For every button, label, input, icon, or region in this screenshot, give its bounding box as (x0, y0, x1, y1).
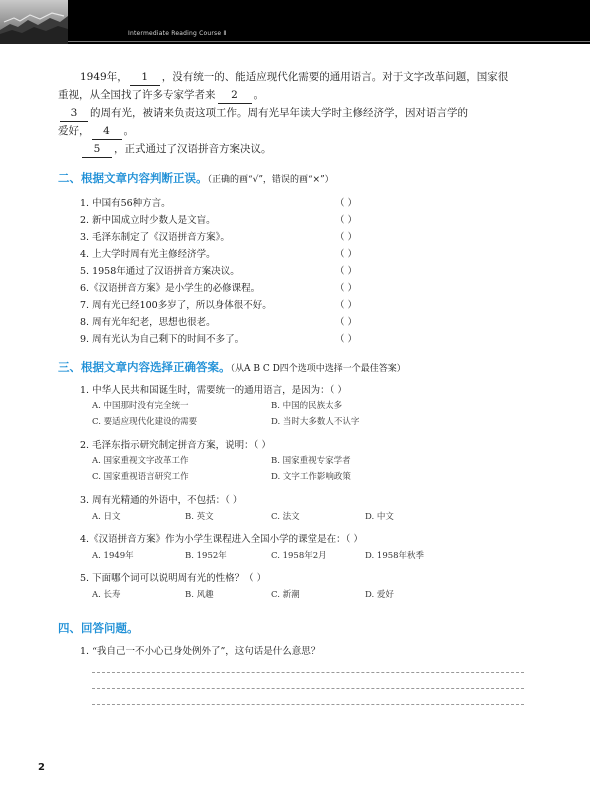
answer-paren-1[interactable]: （ ） (335, 198, 358, 209)
mc1-option-d[interactable]: D. 当时大多数人不认字 (271, 417, 360, 427)
mc2-option-b[interactable]: B. 国家重视专家学者 (271, 456, 351, 466)
mc4-option-a[interactable]: A. 1949年 (92, 551, 134, 561)
mc1-option-b[interactable]: B. 中国的民族太多 (271, 401, 343, 411)
tf-item-8: 8. 周有光年纪老，思想也很老。 (80, 317, 216, 328)
passage-text: 。 (253, 89, 264, 101)
section-3-note: （从A B C D四个选项中选择一个最佳答案） (230, 364, 406, 374)
mc-question-2: 2. 毛泽东指示研究制定拼音方案，说明：（ ） (80, 440, 271, 451)
tf-item-7: 7. 周有光已经100多岁了，所以身体很不好。 (80, 300, 272, 311)
answer-line-1[interactable] (92, 672, 524, 673)
tf-item-4: 4. 上大学时周有光主修经济学。 (80, 249, 216, 260)
mc2-option-a[interactable]: A. 国家重视文字改革工作 (92, 456, 189, 466)
passage-text: 的周有光，被请来负责这项工作。周有光早年读大学时主修经济学，因对语言学的 (90, 107, 468, 119)
header-photo (0, 0, 68, 44)
answer-paren-2[interactable]: （ ） (335, 215, 358, 226)
section-2-title: 二、根据文章内容判断正误。 (58, 171, 208, 185)
mc4-option-c[interactable]: C. 1958年2月 (271, 551, 327, 561)
blank-1[interactable]: 1 (130, 69, 160, 86)
blank-5[interactable]: 5 (82, 141, 112, 158)
mc3-option-d[interactable]: D. 中文 (365, 512, 394, 522)
answer-paren-5[interactable]: （ ） (335, 266, 358, 277)
mc4-option-b[interactable]: B. 1952年 (185, 551, 227, 561)
blank-2[interactable]: 2 (218, 87, 252, 104)
section-2-note: （正确的画“√”，错误的画“×”） (207, 175, 334, 185)
blank-3[interactable]: 3 (60, 105, 88, 122)
header-rule (68, 41, 590, 42)
answer-paren-4[interactable]: （ ） (335, 249, 358, 260)
passage-line-2 (58, 87, 264, 104)
answer-paren-7[interactable]: （ ） (335, 300, 358, 311)
mc2-option-d[interactable]: D. 文字工作影响政策 (271, 472, 351, 482)
mc-question-1: 1. 中华人民共和国诞生时，需要统一的通用语言，是因为：（ ） (80, 385, 347, 396)
tf-item-2: 2. 新中国成立时少数人是文盲。 (80, 215, 216, 226)
mc1-option-c[interactable]: C. 要适应现代化建设的需要 (92, 417, 198, 427)
mc-question-3: 3. 周有光精通的外语中，不包括：（ ） (80, 495, 243, 506)
answer-line-2[interactable] (92, 688, 524, 689)
mc5-option-d[interactable]: D. 爱好 (365, 590, 394, 600)
mc3-option-c[interactable]: C. 法文 (271, 512, 300, 522)
mc5-option-a[interactable]: A. 长寿 (92, 590, 121, 600)
mc-question-5: 5. 下面哪个词可以说明周有光的性格？（ ） (80, 573, 267, 584)
passage-line-3 (58, 105, 468, 122)
mc-question-4: 4.《汉语拼音方案》作为小学生课程进入全国小学的课堂是在：（ ） (80, 534, 363, 545)
answer-paren-8[interactable]: （ ） (335, 317, 358, 328)
page-header (0, 0, 590, 44)
answer-paren-9[interactable]: （ ） (335, 334, 358, 345)
passage-text: 爱好， (58, 125, 90, 137)
mc5-option-b[interactable]: B. 风趣 (185, 590, 214, 600)
section-3-title: 三、根据文章内容选择正确答案。 (58, 360, 231, 374)
passage-line-4 (58, 123, 134, 140)
mc3-option-b[interactable]: B. 英文 (185, 512, 214, 522)
course-title: Intermediate Reading Course Ⅱ (128, 30, 227, 37)
tf-item-9: 9. 周有光认为自己剩下的时间不多了。 (80, 334, 245, 345)
mc1-option-a[interactable]: A. 中国那时没有完全统一 (92, 401, 189, 411)
mc4-option-d[interactable]: D. 1958年秋季 (365, 551, 425, 561)
tf-item-6: 6.《汉语拼音方案》是小学生的必修课程。 (80, 283, 261, 294)
blank-4[interactable]: 4 (92, 123, 122, 140)
passage-line-5 (80, 141, 272, 158)
passage-text: ，没有统一的、能适应现代化需要的通用语言。对于文字改革问题，国家很 (161, 71, 509, 83)
section-4-heading: 四、回答问题。 (58, 621, 139, 635)
section-3-heading (58, 359, 406, 375)
open-question-1: 1. “我自己一不小心已身处例外了”，这句话是什么意思？ (80, 646, 321, 657)
mc5-option-c[interactable]: C. 新潮 (271, 590, 300, 600)
mc3-option-a[interactable]: A. 日文 (92, 512, 121, 522)
answer-line-3[interactable] (92, 704, 524, 705)
section-2-heading (58, 170, 334, 186)
mc2-option-c[interactable]: C. 国家重视语言研究工作 (92, 472, 189, 482)
answer-paren-6[interactable]: （ ） (335, 283, 358, 294)
passage-text: ，正式通过了汉语拼音方案决议。 (114, 143, 272, 155)
answer-paren-3[interactable]: （ ） (335, 232, 358, 243)
tf-item-1: 1. 中国有56种方言。 (80, 198, 171, 209)
tf-item-5: 5. 1958年通过了汉语拼音方案决议。 (80, 266, 240, 277)
page-number: 2 (38, 762, 45, 773)
passage-text: 1949年， (80, 71, 128, 83)
passage-line-1 (80, 69, 508, 86)
passage-text: 。 (123, 125, 134, 137)
passage-text: 重视，从全国找了许多专家学者来 (58, 89, 216, 101)
tf-item-3: 3. 毛泽东制定了《汉语拼音方案》。 (80, 232, 230, 243)
